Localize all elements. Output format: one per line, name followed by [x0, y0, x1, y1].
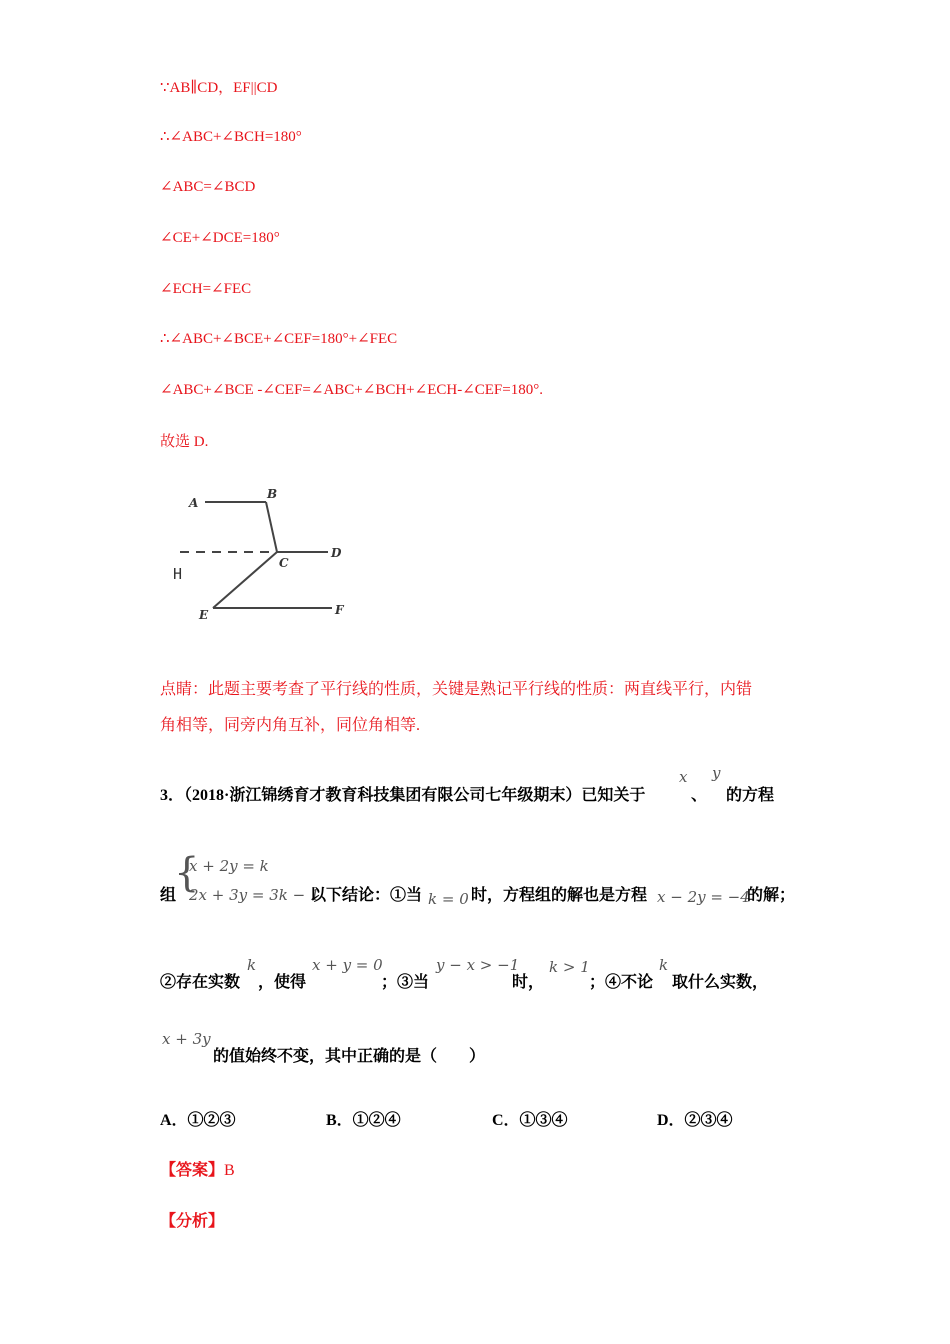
- segment-ce: [213, 552, 277, 608]
- conclusion-4-start: ；④不论: [589, 974, 654, 991]
- equation-1: x + 2y = k: [189, 857, 269, 875]
- question-tail: 的值始终不变，其中正确的是（ ）: [213, 1048, 486, 1065]
- segment-bc: [266, 502, 277, 552]
- var-x: x: [679, 768, 688, 786]
- expression-x-3y: x + 3y: [162, 1030, 211, 1048]
- separator: 、: [691, 787, 708, 804]
- var-y: y: [712, 764, 721, 782]
- question-source: （2018·浙江锦绣育才教育科技集团有限公司七年级期末）已知关于: [184, 787, 646, 804]
- question-number: 3．: [160, 787, 185, 804]
- option-a: A．①②③: [160, 1112, 236, 1129]
- solution-line-6: ∴∠ABC+∠BCE+∠CEF=180°+∠FEC: [160, 331, 398, 347]
- solution-line-4: ∠CE+∠DCE=180°: [160, 230, 280, 246]
- conclusion-4-end: 取什么实数，: [672, 974, 769, 991]
- label-a: A: [189, 496, 199, 510]
- var-k-2: k: [659, 956, 669, 974]
- solution-line-3: ∠ABC=∠BCD: [160, 179, 256, 195]
- label-c: C: [279, 556, 289, 570]
- var-k: k: [247, 956, 257, 974]
- note-block: [160, 672, 790, 744]
- conclusion-1-end: 的解；: [747, 887, 796, 904]
- label-d: D: [331, 546, 342, 560]
- conclusion-3-condition: y − x > −1: [436, 956, 520, 974]
- conclusion-3-mid: 时，: [512, 974, 545, 991]
- conclusion-2-start: ②存在实数: [160, 974, 241, 991]
- label-b: B: [267, 487, 278, 501]
- note-line-2: 角相等，同旁内角互补，同位角相等.: [160, 717, 421, 734]
- equation-2: 2x + 3y = 3k − 1: [189, 886, 320, 904]
- option-d: D．②③④: [657, 1112, 733, 1129]
- conclusion-1-equation: x − 2y = −4: [657, 888, 750, 906]
- solution-line-7: ∠ABC+∠BCE -∠CEF=∠ABC+∠BCH+∠ECH-∠CEF=180°.: [160, 382, 543, 398]
- conclusion-3-start: ；③当: [381, 974, 430, 991]
- conclusion-2-equation: x + y = 0: [312, 956, 383, 974]
- geometry-figure: [160, 478, 380, 638]
- solution-line-2: ∴∠ABC+∠BCH=180°: [160, 129, 302, 145]
- solution-conclusion: 故选 D.: [160, 434, 209, 450]
- k-zero: k = 0: [428, 890, 469, 908]
- answer-value: B: [224, 1162, 235, 1179]
- conclusion-2-mid: ，使得: [258, 974, 307, 991]
- group-label: 组: [160, 887, 177, 904]
- answer-tag: 【答案】: [160, 1162, 225, 1179]
- conclusion-intro: 以下结论：①当: [310, 887, 423, 904]
- question-stem: [160, 782, 645, 805]
- label-e: E: [199, 608, 209, 622]
- note-line-1: 点睛：此题主要考查了平行线的性质，关键是熟记平行线的性质：两直线平行，内错: [160, 681, 753, 698]
- solution-line-1: ∵AB∥CD，EF||CD: [160, 80, 278, 96]
- label-f: F: [335, 603, 344, 617]
- conclusion-1-mid: 时，方程组的解也是方程: [471, 887, 648, 904]
- conclusion-3-result: k > 1: [549, 958, 590, 976]
- stem-end: 的方程: [726, 787, 775, 804]
- analysis-tag: 【分析】: [160, 1213, 225, 1230]
- solution-line-5: ∠ECH=∠FEC: [160, 281, 252, 297]
- system-brace: {: [174, 850, 200, 896]
- answer-line: [160, 1157, 235, 1180]
- option-c: C．①③④: [492, 1112, 568, 1129]
- label-h: H: [173, 565, 183, 583]
- option-b: B．①②④: [326, 1112, 401, 1129]
